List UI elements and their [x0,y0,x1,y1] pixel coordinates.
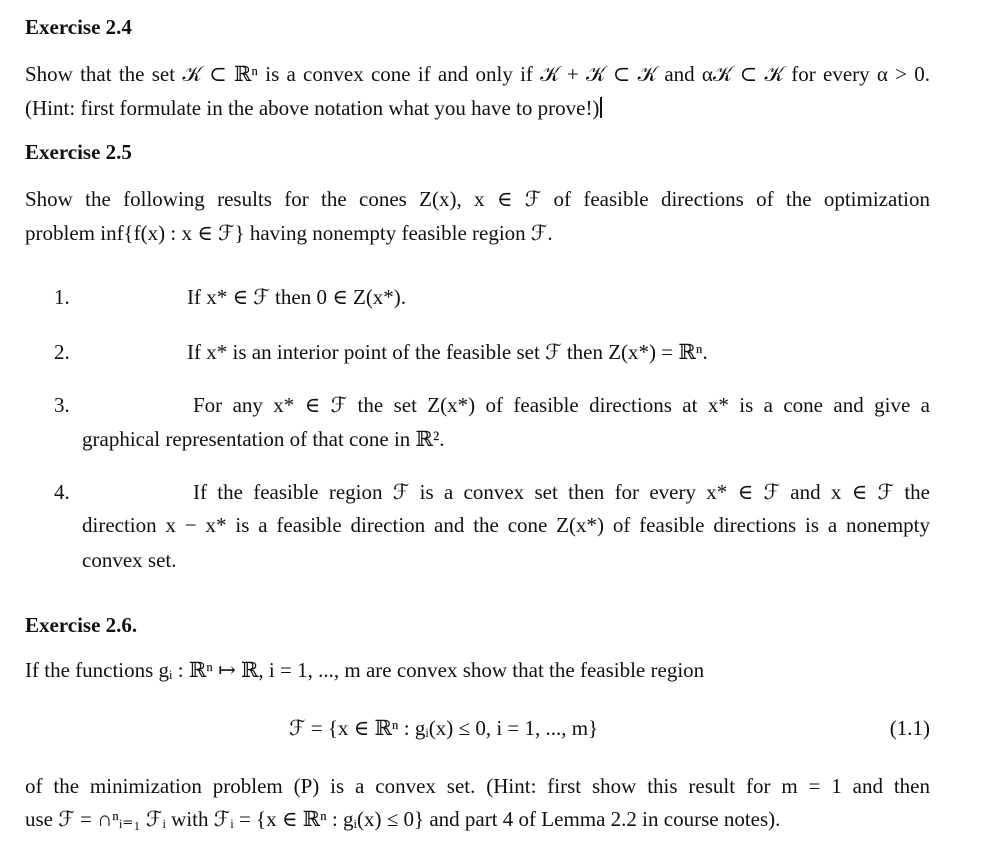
item-1-text: If x* ∈ ℱ then 0 ∈ Z(x*). [187,285,407,309]
exercise-2-4-hint [25,97,602,119]
item-3-continuation: graphical representation of that cone in ℝ². [82,427,445,451]
item-2-text: If x* is an interior point of the feasible set ℱ then Z(x*) = ℝⁿ. [187,340,708,364]
exercise-2-5-heading: Exercise 2.5 [25,140,132,164]
exercise-2-6-statement: If the functions gᵢ : ℝⁿ ↦ ℝ, i = 1, ..., m are convex show that the feasible region [25,658,705,682]
exercise-2-6-heading: Exercise 2.6. [25,613,138,637]
item-3-text: For any x* ∈ ℱ the set Z(x*) of feasible directions at x* is a cone and give a [193,393,930,417]
exercise-2-5-statement-line1: Show the following results for the cones Z(x), x ∈ ℱ of feasible directions of the optimization [25,187,930,211]
exercise-2-6-hint-line1: of the minimization problem (P) is a convex set. (Hint: first show this result for m = 1 and then [25,774,930,798]
item-4-text: If the feasible region ℱ is a convex set then for every x* ∈ ℱ and x ∈ ℱ the [193,480,930,504]
item-4-number: 4. [54,480,70,504]
item-4-continuation-1: direction x − x* is a feasible direction and the cone Z(x*) of feasible directions is a nonempty [82,513,930,537]
exercise-2-4-heading: Exercise 2.4 [25,15,132,39]
equation-number: (1.1) [889,716,930,740]
item-4-continuation-2: convex set. [82,548,177,572]
exercise-2-6-hint-line2: use ℱ = ∩ⁿᵢ₌₁ ℱᵢ with ℱᵢ = {x ∈ ℝⁿ : gᵢ(x) ≤ 0} and part 4 of Lemma 2.2 in course notes). [25,807,781,831]
exercise-2-5-statement-line2: problem inf{f(x) : x ∈ ℱ} having nonempty feasible region ℱ. [25,221,553,245]
item-3-number: 3. [54,393,70,417]
exercise-2-4-statement: Show that the set 𝒦 ⊂ ℝⁿ is a convex cone if and only if 𝒦 + 𝒦 ⊂ 𝒦 and α𝒦 ⊂ 𝒦 for every α > 0. [25,62,930,86]
feasible-region-equation: ℱ = {x ∈ ℝⁿ : gᵢ(x) ≤ 0, i = 1, ..., m} [289,716,599,740]
hint-text: (Hint: first formulate in the above notation what you have to prove!) [25,96,600,120]
text-cursor [600,97,602,118]
item-2-number: 2. [54,340,70,364]
item-1-number: 1. [54,285,70,309]
